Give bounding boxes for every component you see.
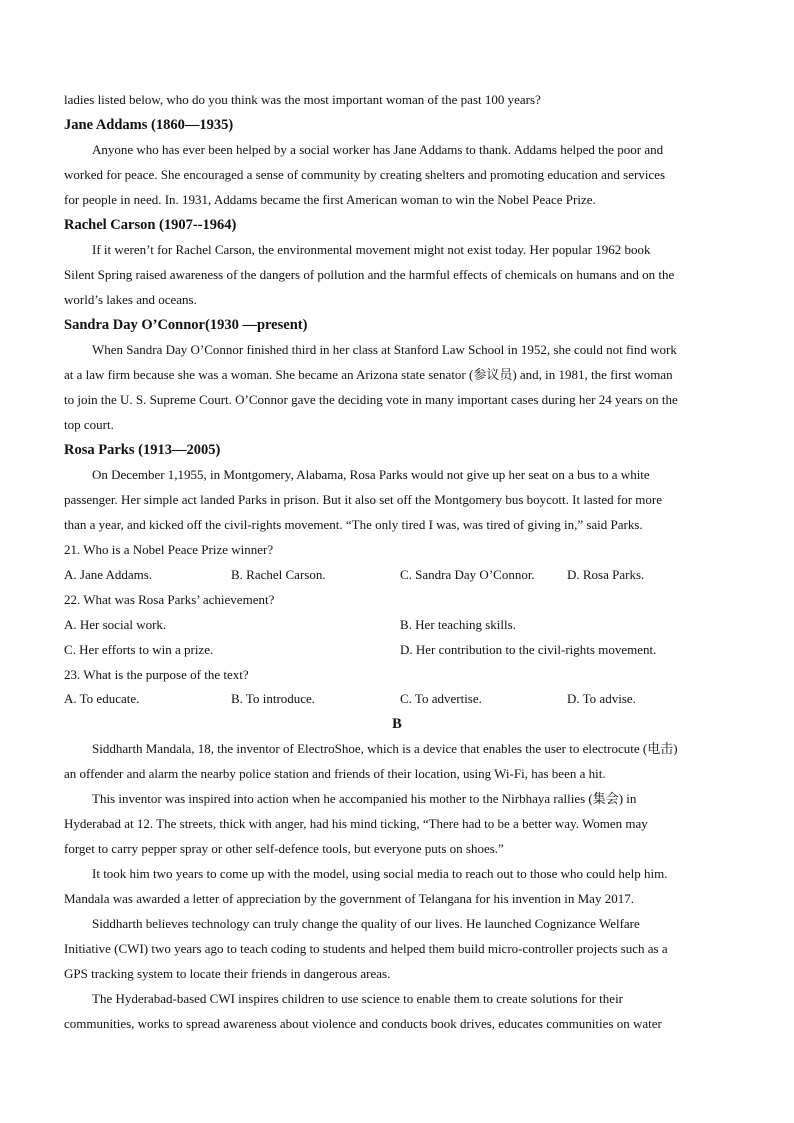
section-heading-rachel-carson: Rachel Carson (1907--1964) <box>64 217 237 233</box>
option-22-b: B. Her teaching skills. <box>400 617 516 632</box>
section-line: On December 1,1955, in Montgomery, Alabama, Rosa Parks would not give up her seat on a bus to a white <box>92 467 650 482</box>
section-line: worked for peace. She encouraged a sense of community by creating shelters and promoting education and services <box>64 167 666 182</box>
section-heading-rosa-parks: Rosa Parks (1913—2005) <box>64 442 221 458</box>
passage-b-label: B <box>392 716 402 732</box>
passage-line: Siddharth believes technology can truly change the quality of our lives. He launched Cognizance Welfare <box>92 916 640 931</box>
section-heading-sandra-day-oconnor: Sandra Day O’Connor(1930 —present) <box>64 317 308 333</box>
intro-line: ladies listed below, who do you think was the most important woman of the past 100 years? <box>64 92 541 107</box>
option-23-b: B. To introduce. <box>231 691 316 706</box>
section-line: to join the U. S. Supreme Court. O’Connor gave the deciding vote in many important cases during her 24 years on the <box>64 392 678 407</box>
passage-line: GPS tracking system to locate their friends in dangerous areas. <box>64 966 391 981</box>
passage-line: Mandala was awarded a letter of appreciation by the government of Telangana for his invention in May 2017. <box>64 891 634 906</box>
section-line: When Sandra Day O’Connor finished third in her class at Stanford Law School in 1952, she could not find work <box>92 342 677 357</box>
option-21-a: A. Jane Addams. <box>64 567 153 582</box>
section-line: Anyone who has ever been helped by a social worker has Jane Addams to thank. Addams helped the poor and <box>92 142 664 157</box>
section-line: for people in need. In. 1931, Addams became the first American woman to win the Nobel Peace Prize. <box>64 192 596 207</box>
question-stem-22: 22. What was Rosa Parks’ achievement? <box>64 592 275 607</box>
passage-line: an offender and alarm the nearby police station and friends of their location, using Wi-Fi, has been a hit. <box>64 766 606 781</box>
option-22-a: A. Her social work. <box>64 617 167 632</box>
passage-line: Initiative (CWI) two years ago to teach coding to students and helped them build micro-controller projects such as a <box>64 941 668 956</box>
section-line: than a year, and kicked off the civil-rights movement. “The only tired I was, was tired of giving in,” said Parks. <box>64 517 643 532</box>
option-23-d: D. To advise. <box>567 691 636 706</box>
section-line: Silent Spring raised awareness of the dangers of pollution and the harmful effects of chemicals on humans and on the <box>64 267 675 282</box>
option-23-c: C. To advertise. <box>400 691 482 706</box>
passage-line: communities, works to spread awareness about violence and conducts book drives, educates communities on water <box>64 1016 662 1031</box>
section-line: If it weren’t for Rachel Carson, the environmental movement might not exist today. Her popular 1962 book <box>92 242 651 257</box>
section-line: top court. <box>64 417 114 432</box>
passage-line: Siddharth Mandala, 18, the inventor of ElectroShoe, which is a device that enables the user to electrocute (电击) <box>92 741 678 756</box>
option-23-a: A. To educate. <box>64 691 140 706</box>
option-21-d: D. Rosa Parks. <box>567 567 645 582</box>
passage-line: forget to carry pepper spray or other self-defence tools, but everyone puts on shoes.” <box>64 841 504 856</box>
section-line: world’s lakes and oceans. <box>64 292 197 307</box>
question-stem-21: 21. Who is a Nobel Peace Prize winner? <box>64 542 274 557</box>
option-22-c: C. Her efforts to win a prize. <box>64 642 214 657</box>
option-21-b: B. Rachel Carson. <box>231 567 326 582</box>
question-stem-23: 23. What is the purpose of the text? <box>64 667 249 682</box>
section-heading-jane-addams: Jane Addams (1860—1935) <box>64 117 234 133</box>
section-line: at a law firm because she was a woman. She became an Arizona state senator (参议员) and, in 1981, the first woman <box>64 367 673 382</box>
passage-line: The Hyderabad-based CWI inspires children to use science to enable them to create solutions for their <box>92 991 624 1006</box>
passage-line: This inventor was inspired into action when he accompanied his mother to the Nirbhaya rallies (集会) in <box>92 791 637 806</box>
passage-line: Hyderabad at 12. The streets, thick with anger, had his mind ticking, “There had to be a better way. Women may <box>64 816 648 831</box>
option-22-d: D. Her contribution to the civil-rights movement. <box>400 642 657 657</box>
passage-line: It took him two years to come up with the model, using social media to reach out to those who could help him. <box>92 866 668 881</box>
section-line: passenger. Her simple act landed Parks in prison. But it also set off the Montgomery bus boycott. It lasted for more <box>64 492 663 507</box>
option-21-c: C. Sandra Day O’Connor. <box>400 567 535 582</box>
